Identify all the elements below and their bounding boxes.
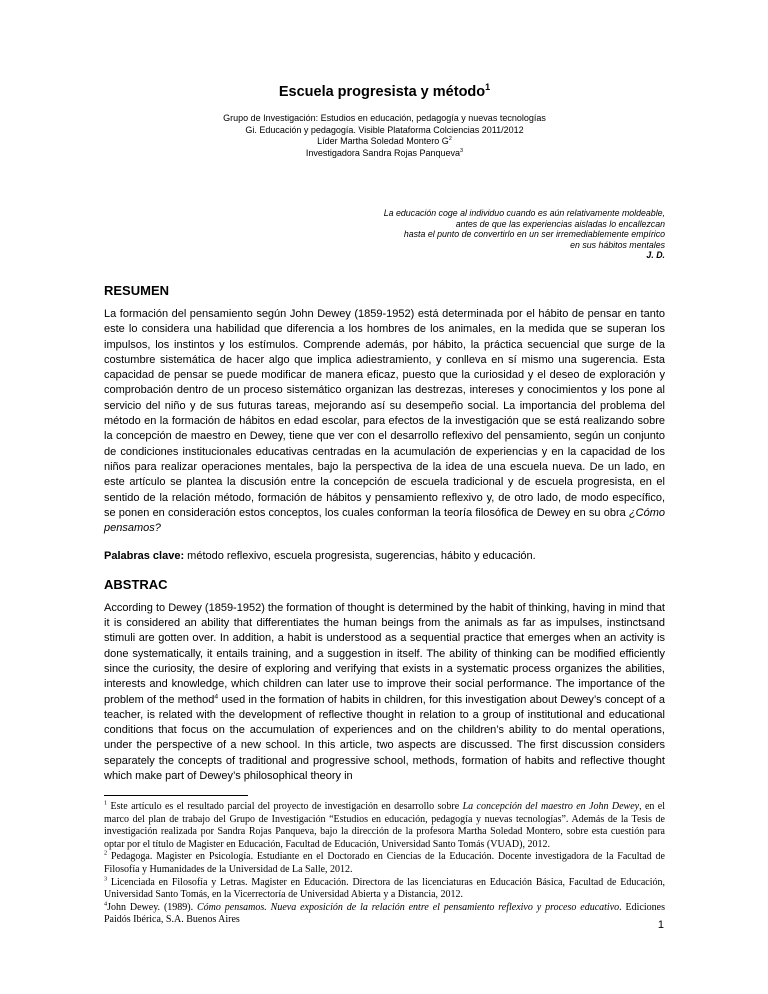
research-group-line: Grupo de Investigación: Estudios en educación, pedagogía y nuevas tecnologías (223, 113, 546, 123)
page-number: 1 (657, 919, 664, 931)
footnote-1-text-1: Este artículo es el resultado parcial del proyecto de investigación en desarrollo sobre (107, 801, 463, 812)
document-title (104, 84, 665, 101)
method-footnote-ref: 4 (214, 692, 219, 700)
footnote-4 (104, 902, 665, 927)
epigraph-line-3: hasta el punto de convertirlo en un ser irremediablemente empírico (403, 229, 665, 240)
resumen-heading: RESUMEN (104, 282, 170, 298)
document-title-text: Escuela progresista y método (278, 84, 486, 100)
footnote-4-text-2: . Ediciones Paidós Ibérica, S.A. Buenos Aires (104, 901, 665, 926)
title-footnote-ref: 1 (485, 82, 491, 93)
footnote-2 (104, 851, 665, 876)
footnote-2-number: 2 (104, 850, 108, 858)
researcher-name: Investigadora Sandra Rojas Panqueva (305, 147, 460, 158)
footnote-4-number: 4 (104, 900, 108, 908)
footnote-4-text-1: John Dewey. (1989). (107, 901, 198, 913)
platform-line: Gi. Educación y pedagogía. Visible Plataforma Colciencias 2011/2012 (245, 124, 524, 135)
keywords-text: método reflexivo, escuela progresista, sugerencias, hábito y educación. (184, 550, 536, 563)
footnote-1 (104, 801, 665, 851)
abstract-paragraph (104, 601, 665, 785)
footnote-2-text: Pedagoga. Magister en Psicología. Estudiante en el Doctorado en Ciencias de la Educación. Docente investigadora de la Facultad de Filosofía y Humanidades de la Universidad de La Salle, 2012. (104, 851, 665, 875)
researcher-line (104, 148, 665, 160)
epigraph (104, 208, 665, 261)
abstract-heading: ABSTRAC (104, 576, 168, 592)
resumen-body-text: La formación del pensamiento según John Dewey (1859-1952) está determinada por el hábito de pensar en tanto este lo considera una habilidad que diferencia a los hombres de los animales, en la medida que se superan los impulsos, los instintos y los estímulos. Comprende además, por hábito, la práctica secuencial que surge de la costumbre sistemática de hacer algo que implica adiestramiento, y conlleva en sí mismo una sugerencia. Esta capacidad de pensar se puede modificar de manera eficaz, puesto que la curiosidad y el deseo de exploración y comprobación dentro de un proceso sistemático organizan las destrezas, intereses y conocimientos y los pone al servicio del niño y de sus futuras tareas, mejorando así su desempeño social. La importancia del problema del método en la formación de hábitos en edad escolar, para efectos de la investigación que se está realizando sobre la concepción de maestro en Dewey, tiene que ver con el desarrollo reflexivo del pensamiento, según un conjunto de condiciones institucionales educativas centradas en la acumulación de experiencias y en la capacidad de los niños para realizar operaciones mentales, bajo la perspectiva de la idea de una escuela nueva. De un lado, en este artículo se plantea la discusión entre la concepción de escuela tradicional y de escuela progresista, en el sentido de la relación método, formación de hábitos y pensamiento reflexivo y, de otro lado, de modo específico, se ponen en consideración estos conceptos, los cuales conforman la teoría filosófica de Dewey en su obra (104, 307, 665, 519)
footnote-1-number: 1 (104, 799, 108, 807)
epigraph-signature: J. D. (646, 250, 665, 261)
footnote-4-book-title: Cómo pensamos. Nueva exposición de la relación entre el pensamiento reflexivo y proceso educativo (197, 901, 620, 913)
footnote-3-number: 3 (104, 875, 108, 883)
keywords-line (104, 549, 665, 564)
epigraph-line-1: La educación coge al individuo cuando es aún relativamente moldeable, (383, 208, 665, 218)
footnote-area (104, 795, 665, 927)
footnote-3-text: Licenciada en Filosofía y Letras. Magister en Educación. Directora de las licenciaturas en Educación Básica, Facultad de Educación, Universidad Santo Tomás, en la Vicerrectoría de Universidad Abierta y a Distancia, 2012. (104, 876, 665, 901)
footnote-separator (104, 795, 248, 796)
abstract-body-text-1: According to Dewey (1859-1952) the formation of thought is determined by the habit of thinking, having in mind that it is considered an ability that differentiates the human beings from the animals as far as impulses, instinctsand stimuli are gotten over. In addition, a habit is understood as a sequential practice that emerges when an activity is done systematically, it entails training, and a suggestion in itself. The ability of thinking can be modified efficiently since the curiosity, the desire of exploring and verifying that exists in a systematic process organizes the abilities, interests and knowledge, which children can later use to improve their social performance. The importance of the problem of the method (104, 601, 665, 706)
leader-name: Líder Martha Soledad Montero G (317, 136, 449, 146)
resumen-paragraph (104, 307, 665, 536)
researcher-footnote-ref: 3 (460, 147, 464, 154)
resumen-book-title: ¿Cómo pensamos? (104, 506, 665, 535)
leader-line (104, 136, 665, 148)
footnote-1-book-title: La concepción del maestro en John Dewey (462, 801, 640, 812)
footnote-3 (104, 877, 665, 902)
leader-footnote-ref: 2 (448, 136, 452, 142)
abstract-body-text-2: used in the formation of habits in children, for this investigation about Dewey’s concept of a teacher, is related with the development of reflective thought in relation to a group of institutional and educational conditions that focus on the accumulation of experiences and on the children’s ability to do mental operations, under the perspective of a new school. In this article, two aspects are discussed. The first discussion considers separately the concepts of traditional and progressive school, methods, formation of habits and reflective thought which make part of Dewey’s philosophical theory in (104, 693, 665, 782)
footnote-1-text-2: , en el marco del plan de trabajo del Grupo de Investigación “Estudios en educación, pedagogía y nuevas tecnologías”. Además de la Tesis de investigación realizada por Sandra Rojas Panqueva, bajo la dirección de la profesora Martha Soledad Montero, sobre esta cuestión para optar por el título de Magister en Educación, Facultad de Educación, Universidad Santo Tomás (VUAD), 2012. (104, 801, 666, 850)
byline-block (104, 113, 665, 159)
keywords-label: Palabras clave: (104, 550, 185, 563)
epigraph-line-4: en sus hábitos mentales (570, 239, 665, 250)
epigraph-line-2: antes de que las experiencias aisladas lo encallezcan (455, 218, 665, 229)
